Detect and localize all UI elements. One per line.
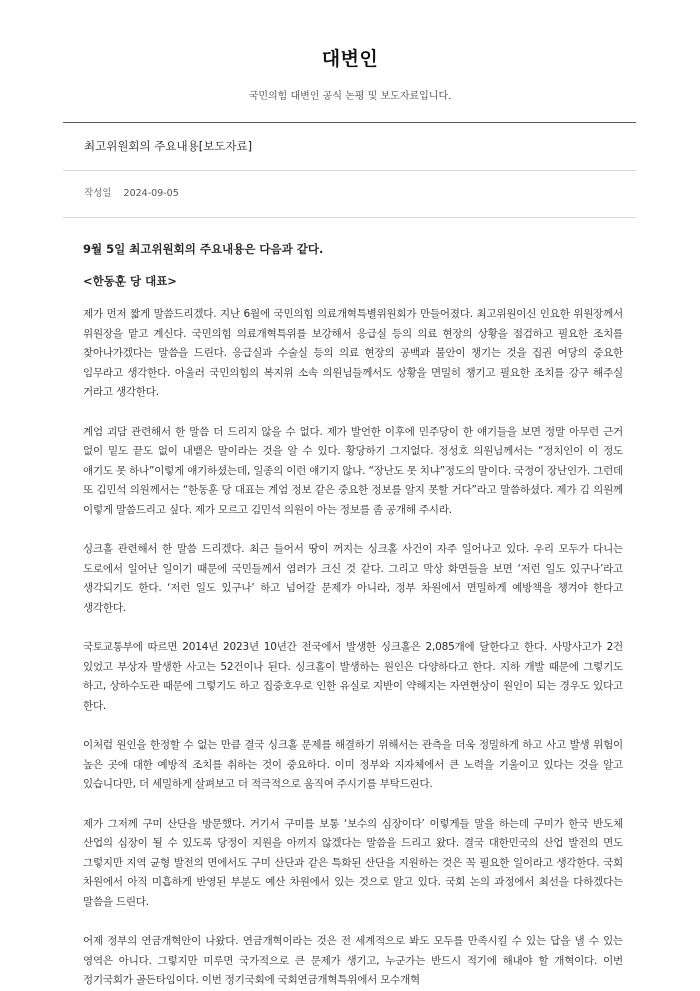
paragraph: 어제 정부의 연금개혁안이 나왔다. 연금개혁이라는 것은 전 세계적으로 봐도 모두를 만족시킬 수 있는 답을 낼 수 있는 영역은 아니다. 그렇지만 미루면 국가적으로 큰 문제가 생기고, 누군가는 반드시 적기에 해내야 할 개혁이다. 이번 정기국회가 골든타임이다. 이번 정기국회에 국회연금개혁특위에서 모수개혁 xyxy=(83,935,623,986)
post-container xyxy=(63,122,636,991)
site-title[interactable]: 대변인 xyxy=(321,48,379,70)
meta-label: 작성일 xyxy=(84,188,112,199)
paragraph: 국토교통부에 따르면 2014년 2023년 10년간 전국에서 발생한 싱크홀은 2,085개에 달한다고 한다. 사망사고가 2건 있었고 부상자 발생한 사고는 52건이나 된다. 싱크홀이 발생하는 원인은 다양하다고 한다. 지하 개발 때문에 그렇기도 하고, 상하수도관 때문에 그렇기도 하고 집중호우로 인한 유실로 지반이 약해지는 자연현상이 원인이 되는 경우도 있다고 한다. xyxy=(83,641,623,712)
site-description: 국민의힘 대변인 공식 논평 및 보도자료입니다. xyxy=(248,91,452,102)
paragraph: 싱크홀 관련해서 한 말씀 드리겠다. 최근 들어서 땅이 꺼지는 싱크홀 사건이 자주 일어나고 있다. 우리 모두가 다니는 도로에서 일어난 일이기 때문에 국민들께서 염려가 크신 것 같다. 그리고 막상 화면들을 보면 ‘저런 일도 있구나’라고 생각되기도 한다. ‘저런 일도 있구나’ 하고 넘어갈 문제가 아니라, 정부 차원에서 면밀하게 예방책을 챙겨야 한다고 생각한다. xyxy=(83,543,623,614)
section-heading: <한동훈 당 대표> xyxy=(83,274,177,288)
article-lead: 9월 5일 최고위원회의 주요내용은 다음과 같다. xyxy=(83,242,324,256)
paragraph: 계엄 괴담 관련해서 한 말씀 더 드리지 않을 수 없다. 제가 발언한 이후에 민주당이 한 얘기들을 보면 정말 아무런 근거 없이 밑도 끝도 없이 내뱉은 말이라는 것을 알 수 있다. 황당하기 그지없다. 정성호 의원님께서는 “정치인이 이 정도 얘기도 못 하나”이렇게 얘기하셨는데, 일종의 이런 얘기지 않나. “장난도 못 치냐”정도의 말이다. 국정이 장난인가. 그런데 또 김민석 의원께서는 “한동훈 당 대표는 계엄 정보 같은 중요한 정보를 알지 못할 거다”라고 말씀하셨다. 제가 김 의원께 이렇게 말씀드리고 싶다. 제가 모르고 김민석 의원이 아는 정보를 좀 공개해 주시라. xyxy=(83,425,623,516)
post-date: 2024-09-05 xyxy=(123,188,179,199)
paragraph: 이처럼 원인을 한정할 수 없는 만큼 결국 싱크홀 문제를 해결하기 위해서는 관측을 더욱 정밀하게 하고 사고 발생 위험이 높은 곳에 대한 예방적 조치를 취하는 것이 중요하다. 이미 정부와 지자체에서 큰 노력을 기울이고 있다는 것을 알고 있습니다만, 더 세밀하게 살펴보고 더 적극적으로 움직여 주시기를 부탁드린다. xyxy=(83,739,623,790)
paragraph: 제가 그저께 구미 산단을 방문했다. 거기서 구미를 보통 ‘보수의 심장이다’ 이렇게들 말을 하는데 구미가 한국 반도체 산업의 심장이 될 수 있도록 당정이 지원을 아끼지 않겠다는 말씀을 드리고 왔다. 결국 대한민국의 산업 발전의 면도 그렇지만 지역 균형 발전의 면에서도 구미 산단과 같은 특화된 산단을 지원하는 것은 꼭 필요한 일이라고 생각한다. 국회 차원에서 아직 미흡하게 반영된 부분도 예산 차원에서 있는 것으로 알고 있다. 국회 논의 과정에서 최선을 다하겠다는 말씀을 드린다. xyxy=(83,817,623,908)
post-title: 최고위원회의 주요내용[보도자료] xyxy=(84,139,253,153)
article-body xyxy=(63,218,623,991)
post-meta xyxy=(63,171,636,217)
site-header xyxy=(0,0,700,102)
paragraph: 제가 먼저 짧게 말씀드리겠다. 지난 6월에 국민의힘 의료개혁특별위원회가 만들어졌다. 최고위원이신 인요한 위원장께서 위원장을 맡고 계신다. 국민의힘 의료개혁특위를 보강해서 응급실 등의 의료 현장의 상황을 점검하고 필요한 조치를 찾아나가겠다는 말씀을 드린다. 응급실과 수술실 등의 의료 현장의 공백과 불안이 챙기는 것을 집권 여당의 중요한 임무라고 생각한다. 아울러 국민의힘의 복지위 소속 의원님들께서도 상황을 면밀히 챙기고 필요한 조치를 강구 해주실 거라고 생각한다. xyxy=(83,308,623,398)
